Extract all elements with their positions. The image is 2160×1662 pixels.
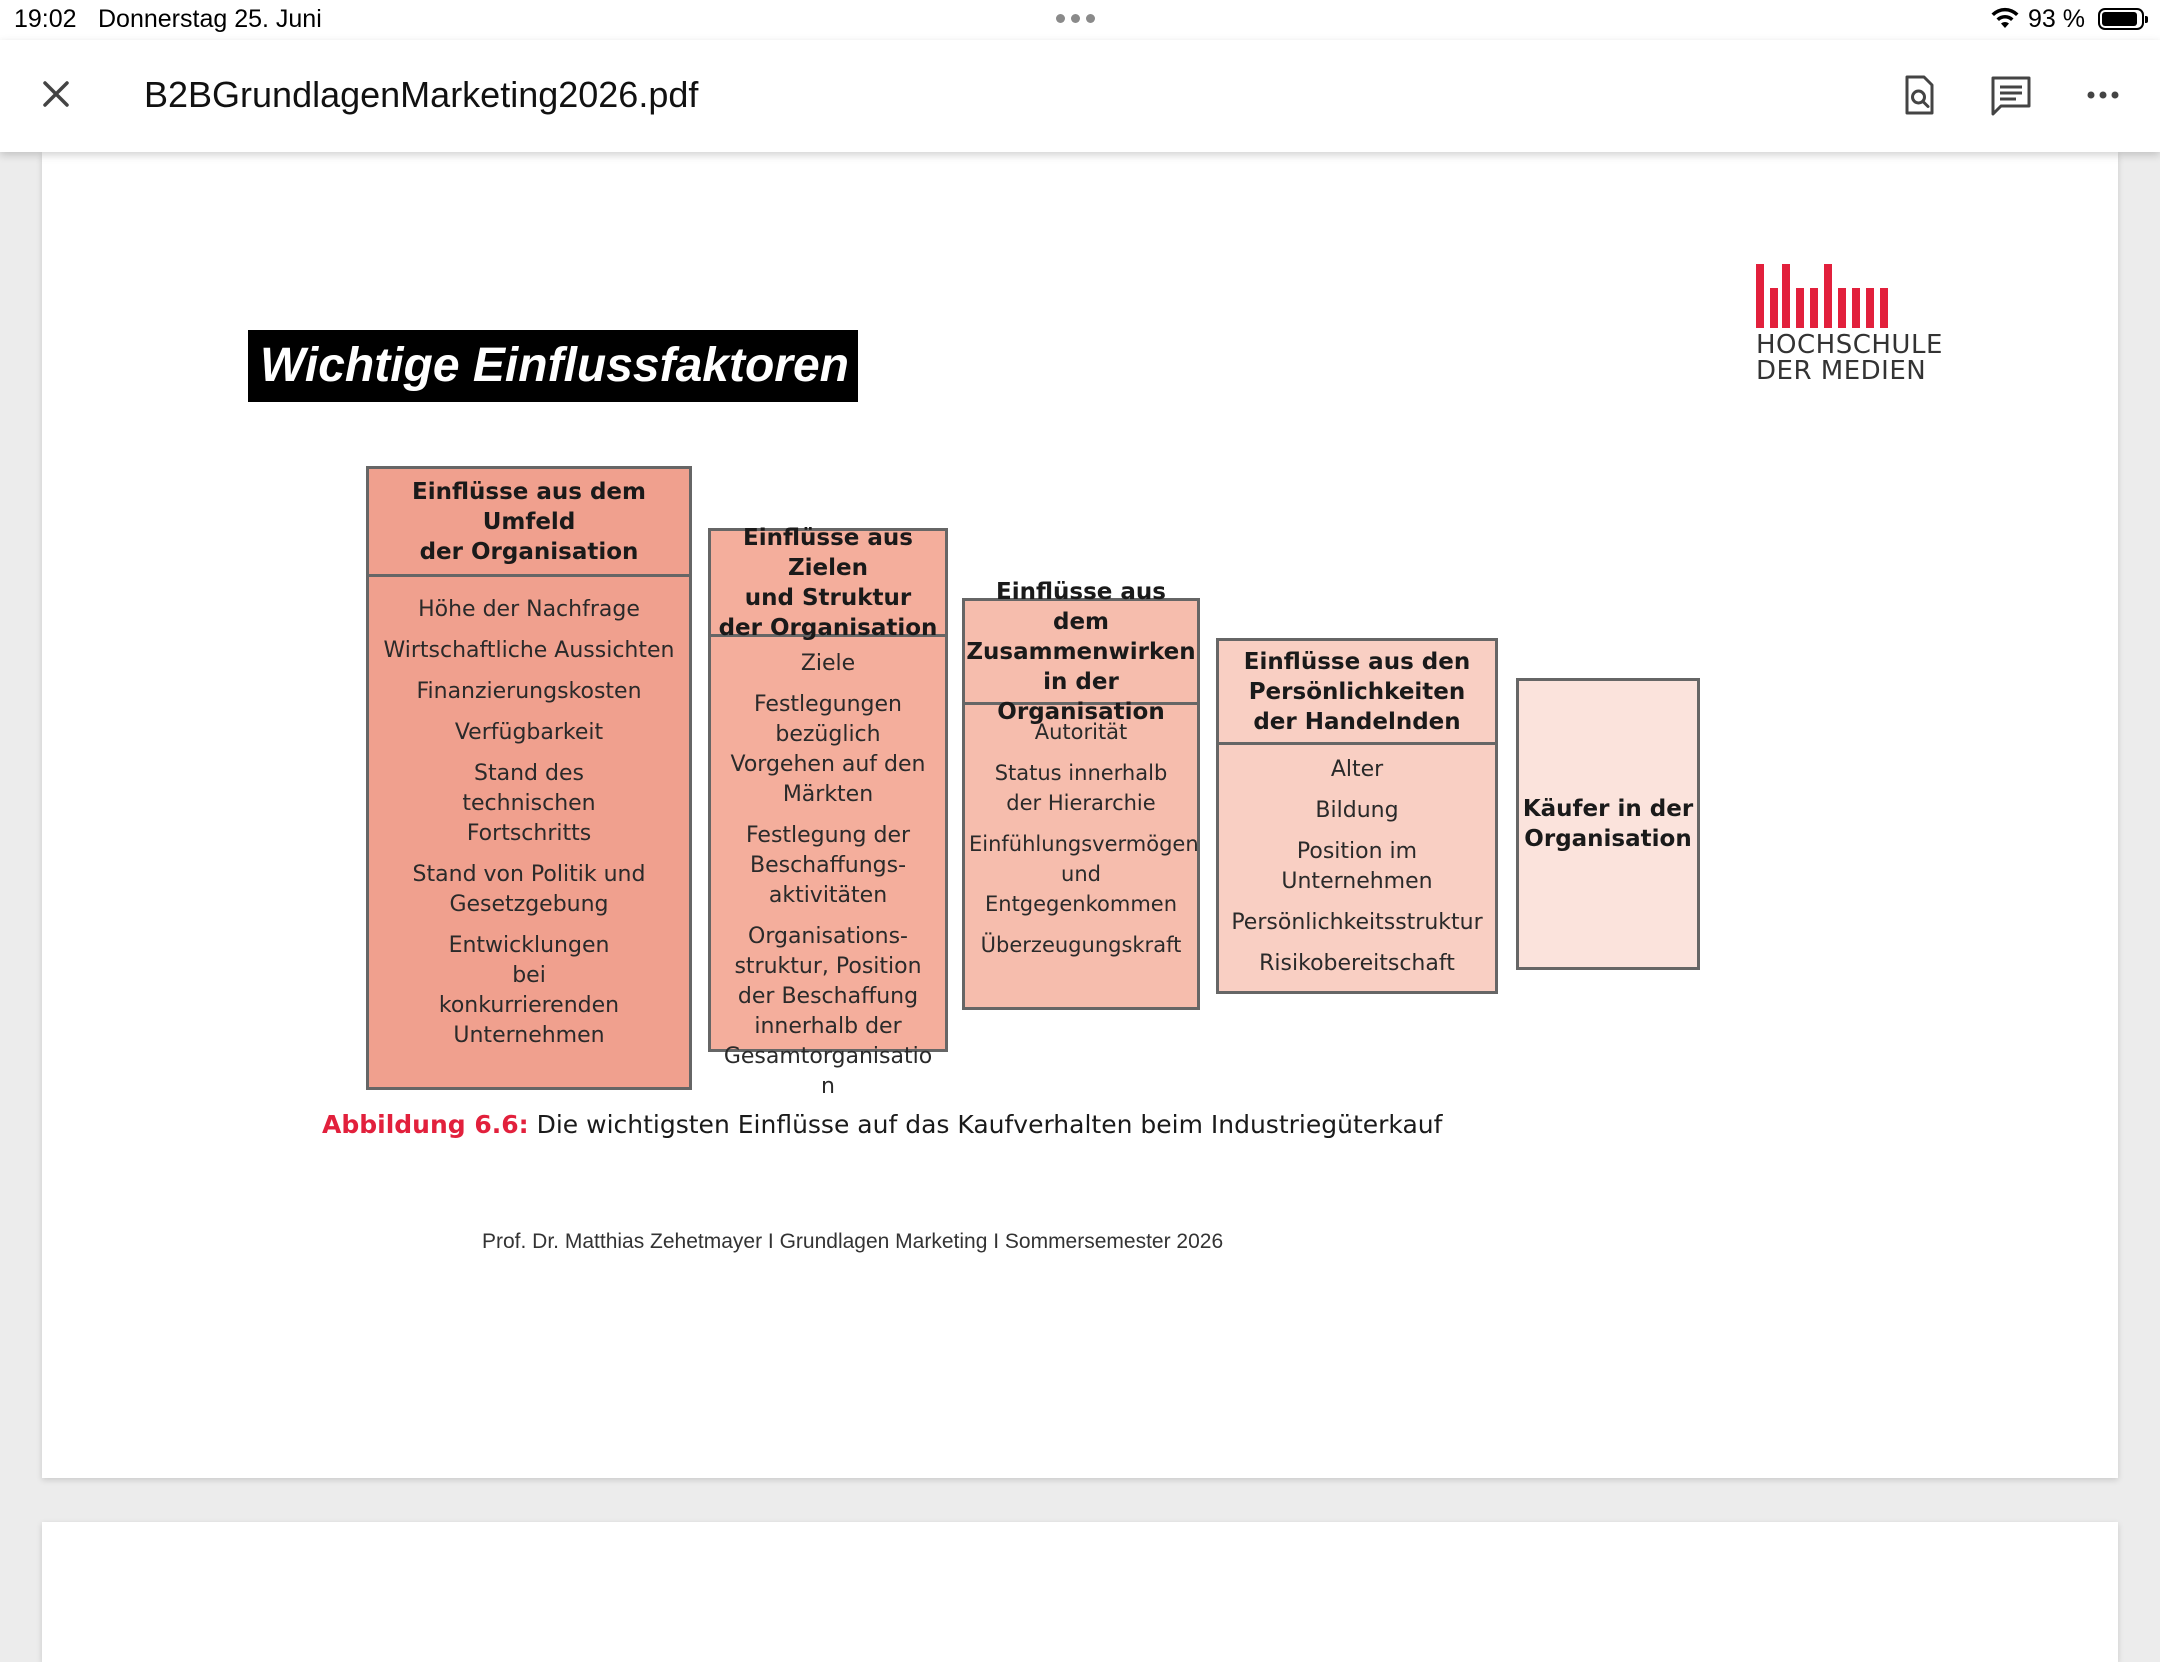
document-toolbar: [0, 40, 2160, 152]
list-item: Finanzierungskosten: [416, 679, 642, 704]
pdf-page: [42, 152, 2118, 1478]
pdf-page-next: [42, 1522, 2118, 1662]
buyer-label-line: Organisation: [1524, 826, 1692, 852]
list-item: Organisations-struktur, Position der Beschaffung innerhalb der Gesamtorganisation: [723, 924, 933, 1099]
list-item: Höhe der Nachfrage: [418, 597, 640, 622]
column-heading-line: in der Organisation: [997, 668, 1165, 725]
column-heading-line: Einflüsse aus dem: [996, 578, 1166, 635]
list-item: Stand des technischen Fortschritts: [462, 761, 596, 846]
list-item: Verfügbarkeit: [454, 720, 604, 745]
column-items: [1219, 745, 1495, 979]
list-item: Position im Unternehmen: [1281, 839, 1433, 894]
status-time: 19:02: [14, 5, 77, 33]
list-item: Ziele: [800, 651, 856, 676]
multitasking-dots-icon[interactable]: [1056, 14, 1095, 23]
list-item: Entwicklungen bei konkurrierenden Unternehmen: [438, 933, 620, 1048]
figure-label: Abbildung 6.6:: [322, 1110, 529, 1139]
list-item: Bildung: [1315, 798, 1399, 823]
battery-icon: [2098, 8, 2144, 30]
influence-column-environment: [366, 466, 692, 1090]
university-logo: [1756, 264, 1943, 404]
hdm-logo-bars-icon: [1756, 264, 1894, 328]
column-heading-line: der Organisation: [718, 614, 938, 641]
slide-title: Wichtige Einflussfaktoren: [248, 330, 858, 402]
buyer-box: [1516, 678, 1700, 970]
column-heading-line: Einflüsse aus den: [1243, 648, 1471, 675]
column-items: [965, 705, 1197, 960]
document-title: B2BGrundlagenMarketing2026.pdf: [144, 74, 699, 115]
influence-column-personalities: [1216, 638, 1498, 994]
close-icon[interactable]: [36, 74, 76, 114]
column-heading-line: der Organisation: [419, 538, 639, 565]
list-item: Überzeugungskraft: [980, 933, 1182, 957]
battery-percent: 93 %: [2028, 5, 2085, 33]
wifi-icon: [1990, 6, 2020, 30]
status-date: Donnerstag 25. Juni: [98, 5, 322, 33]
buyer-label-line: Käufer in der: [1522, 796, 1694, 822]
comments-icon[interactable]: [1986, 70, 2036, 120]
list-item: Persönlichkeitsstruktur: [1231, 910, 1483, 935]
column-heading-line: Persönlichkeiten: [1248, 678, 1466, 705]
column-items: [711, 637, 945, 1102]
list-item: Autorität: [1034, 720, 1128, 744]
list-item: Festlegungen bezüglich Vorgehen auf den Märkten: [730, 692, 926, 807]
list-item: Stand von Politik und Gesetzgebung: [412, 862, 646, 917]
list-item: Alter: [1330, 757, 1384, 782]
slide-footer: Prof. Dr. Matthias Zehetmayer I Grundlagen Marketing I Sommersemester 2026: [482, 1230, 1224, 1253]
column-heading-line: Zusammenwirken: [966, 638, 1196, 665]
column-heading-line: der Handelnden: [1253, 708, 1461, 735]
column-heading-line: Einflüsse aus dem Umfeld: [412, 478, 646, 535]
logo-line-2: DER MEDIEN: [1756, 356, 1927, 386]
logo-line-1: HOCHSCHULE: [1756, 330, 1943, 360]
influence-column-interaction: [962, 578, 1200, 1010]
column-heading-line: und Struktur: [744, 584, 912, 611]
column-items: [369, 577, 689, 1051]
list-item: Status innerhalb der Hierarchie: [994, 761, 1168, 815]
find-in-document-icon[interactable]: [1894, 70, 1944, 120]
figure-caption-text: Die wichtigsten Einflüsse auf das Kaufverhalten beim Industriegüterkauf: [536, 1110, 1443, 1139]
status-bar: [0, 0, 2160, 40]
influence-column-goals-structure: [708, 524, 948, 1099]
list-item: Wirtschaftliche Aussichten: [383, 638, 675, 663]
list-item: Festlegung der Beschaffungs-aktivitäten: [745, 823, 911, 908]
column-heading-line: Einflüsse aus Zielen: [743, 524, 913, 581]
more-options-icon[interactable]: [2078, 70, 2128, 120]
list-item: Risikobereitschaft: [1259, 951, 1455, 976]
figure-caption: [322, 1110, 1442, 1139]
list-item: Einfühlungsvermögen und Entgegenkommen: [969, 832, 1199, 916]
